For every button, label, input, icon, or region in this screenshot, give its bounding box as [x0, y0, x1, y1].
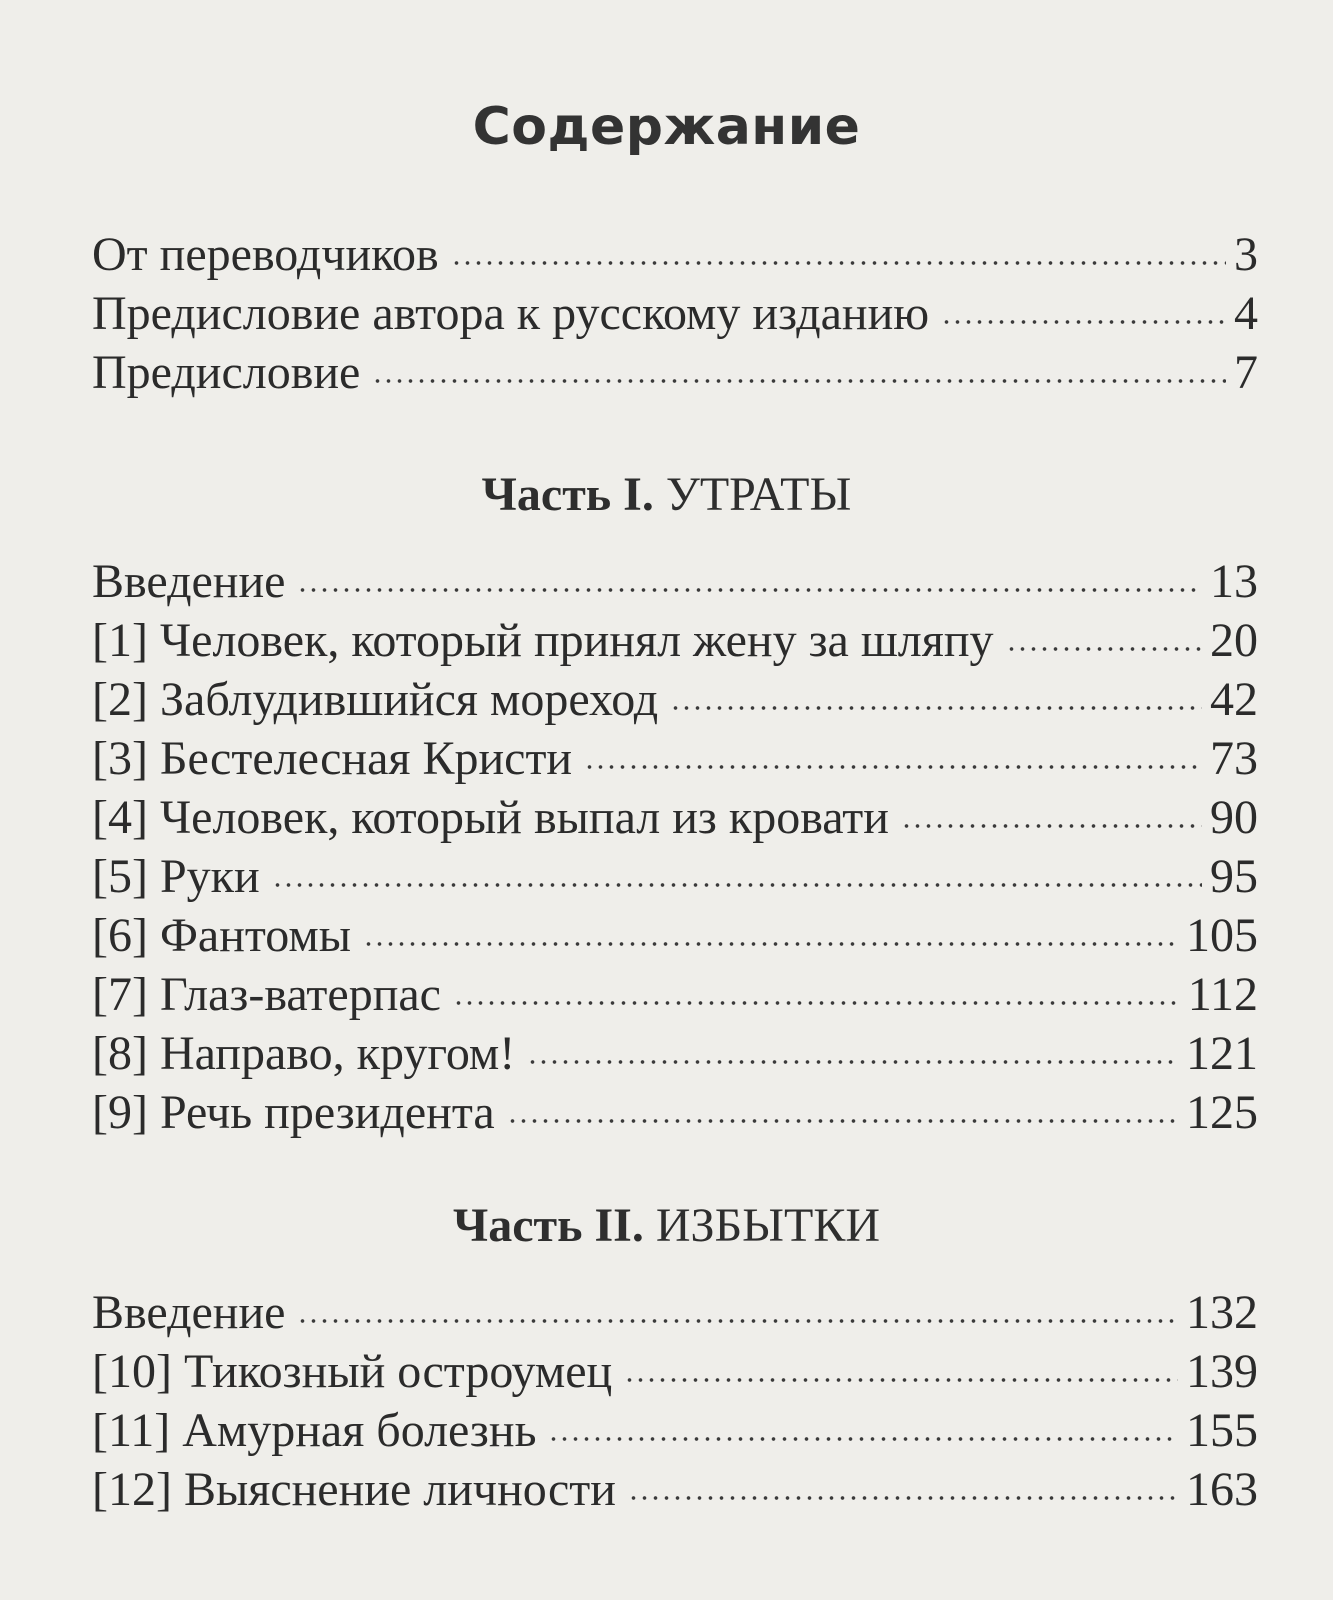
- toc-entry-page: 7: [1234, 346, 1258, 399]
- part-1-list: [92, 552, 1258, 1142]
- toc-entry-page: 13: [1210, 555, 1258, 608]
- toc-entry-label: [4] Человек, который выпал из кровати: [92, 791, 889, 844]
- toc-entry: [92, 225, 1258, 284]
- dot-leader: [628, 1491, 1178, 1505]
- toc-entry-page: 163: [1186, 1463, 1258, 1516]
- toc-entry-page: 155: [1186, 1404, 1258, 1457]
- toc-entry-page: 90: [1210, 791, 1258, 844]
- toc-entry-page: 95: [1210, 850, 1258, 903]
- toc-entry-label: [12] Выяснение личности: [92, 1463, 616, 1516]
- dot-leader: [1006, 642, 1202, 656]
- part-2-heading: [0, 1196, 1333, 1256]
- toc-entry-label: [7] Глаз-ватерпас: [92, 968, 441, 1021]
- toc-entry: [92, 1283, 1258, 1342]
- toc-entry: [92, 1460, 1258, 1519]
- toc-entry-label: [11] Амурная болезнь: [92, 1404, 537, 1457]
- toc-entry-page: 42: [1210, 673, 1258, 726]
- dot-leader: [297, 583, 1202, 597]
- toc-entry: [92, 1342, 1258, 1401]
- toc-entry: [92, 906, 1258, 965]
- toc-entry: [92, 343, 1258, 402]
- toc-entry-label: Предисловие автора к русскому изданию: [92, 287, 930, 340]
- toc-entry-label: От переводчиков: [92, 228, 439, 281]
- part-1-name: УТРАТЫ: [665, 468, 852, 521]
- toc-entry: [92, 670, 1258, 729]
- toc-entry: [92, 847, 1258, 906]
- toc-entry: [92, 965, 1258, 1024]
- toc-entry-page: 112: [1187, 968, 1258, 1021]
- toc-entry-label: [3] Бестелесная Кристи: [92, 732, 573, 785]
- toc-entry-page: 139: [1186, 1345, 1258, 1398]
- toc-entry-page: 20: [1210, 614, 1258, 667]
- dot-leader: [584, 760, 1202, 774]
- page-title: Содержание: [472, 97, 861, 157]
- toc-entry: [92, 284, 1258, 343]
- dot-leader: [297, 1314, 1178, 1328]
- toc-entry: [92, 611, 1258, 670]
- toc-entry-label: Введение: [92, 555, 286, 608]
- dot-leader: [548, 1432, 1178, 1446]
- dot-leader: [372, 374, 1226, 388]
- toc-entry-label: [6] Фантомы: [92, 909, 351, 962]
- dot-leader: [363, 937, 1178, 951]
- toc-entry-page: 3: [1234, 228, 1258, 281]
- toc-entry: [92, 788, 1258, 847]
- part-1-number: Часть I.: [481, 468, 654, 521]
- toc-entry: [92, 552, 1258, 611]
- toc-entry-label: [10] Тикозный остроумец: [92, 1345, 613, 1398]
- dot-leader: [941, 315, 1226, 329]
- toc-entry-page: 4: [1234, 287, 1258, 340]
- dot-leader: [901, 819, 1202, 833]
- toc-entry-label: [2] Заблудившийся мореход: [92, 673, 659, 726]
- toc-entry-page: 105: [1186, 909, 1258, 962]
- toc-entry: [92, 1083, 1258, 1142]
- dot-leader: [507, 1114, 1178, 1128]
- toc-entry-label: Предисловие: [92, 346, 361, 399]
- toc-entry: [92, 729, 1258, 788]
- toc-entry-label: [1] Человек, который принял жену за шляпу: [92, 614, 994, 667]
- toc-entry-page: 121: [1186, 1027, 1258, 1080]
- toc-entry-label: [9] Речь президента: [92, 1086, 495, 1139]
- toc-entry-page: 125: [1186, 1086, 1258, 1139]
- toc-entry-page: 73: [1210, 732, 1258, 785]
- toc-entry-label: [8] Направо, кругом!: [92, 1027, 516, 1080]
- front-matter-list: [92, 225, 1258, 402]
- dot-leader: [670, 701, 1202, 715]
- toc-entry: [92, 1401, 1258, 1460]
- part-2-name: ИЗБЫТКИ: [655, 1199, 880, 1252]
- toc-entry-page: 132: [1186, 1286, 1258, 1339]
- dot-leader: [453, 996, 1180, 1010]
- toc-entry-label: Введение: [92, 1286, 286, 1339]
- dot-leader: [624, 1373, 1178, 1387]
- dot-leader: [527, 1055, 1178, 1069]
- part-1-heading: [0, 465, 1333, 525]
- part-2-number: Часть II.: [453, 1199, 644, 1252]
- part-2-list: [92, 1283, 1258, 1519]
- toc-entry-label: [5] Руки: [92, 850, 260, 903]
- dot-leader: [451, 256, 1226, 270]
- dot-leader: [272, 878, 1202, 892]
- toc-entry: [92, 1024, 1258, 1083]
